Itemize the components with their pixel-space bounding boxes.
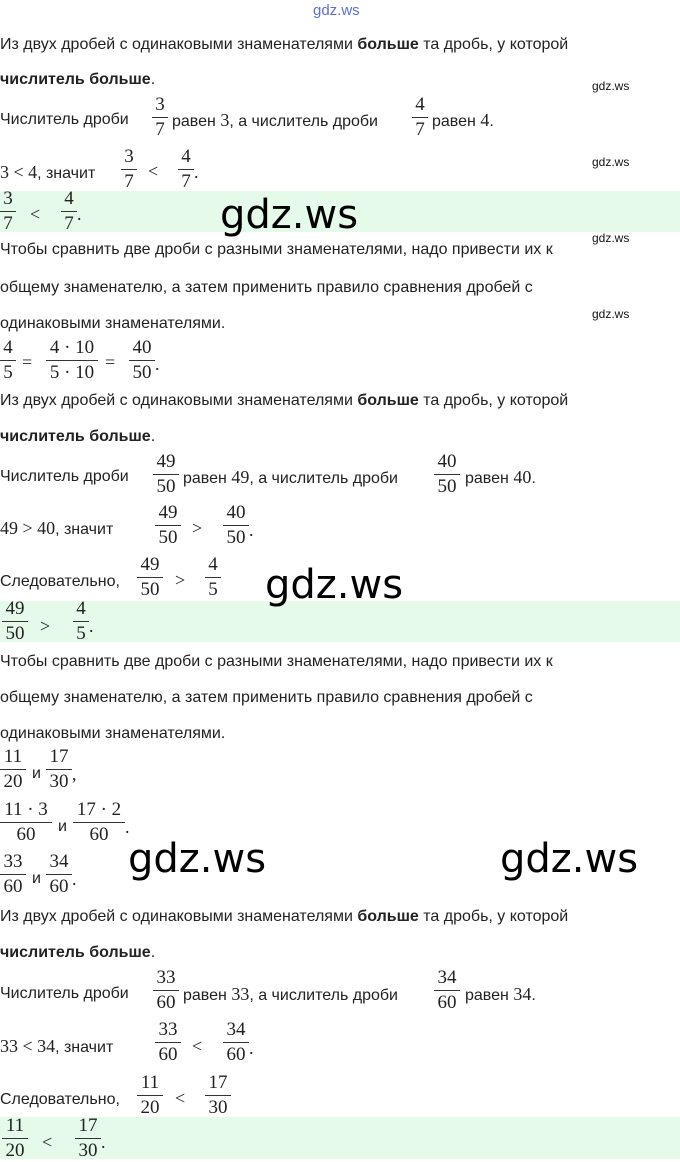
fraction-49-50-b: 49 50 xyxy=(155,502,181,549)
greater-sign-1: > xyxy=(192,518,203,538)
fraction-34-60: 34 60 xyxy=(46,851,72,898)
answer-less-sign-1: < xyxy=(30,204,41,224)
numerator-sentence-3b: равен 33, а числитель дроби xyxy=(183,984,398,1004)
diff-line-3: одинаковыми знаменателями. xyxy=(0,315,226,332)
rule-line-6: числитель больше. xyxy=(0,944,156,961)
fraction-17-30-b: 17 30 xyxy=(205,1072,231,1119)
answer-fraction-4-7: 4 7 xyxy=(61,188,77,235)
rule-line-5: Из двух дробей с одинаковыми знаменателями больше та дробь, у которой xyxy=(0,908,569,925)
period-2: . xyxy=(155,354,160,374)
rule-line-1: Из двух дробей с одинаковыми знаменателями больше та дробь, у которой xyxy=(0,36,569,53)
watermark-big-3: gdz.ws xyxy=(128,836,267,882)
watermark-small-2: gdz.ws xyxy=(592,155,630,169)
fraction-4-7-b: 4 7 xyxy=(178,146,194,193)
diff-line-2: общему знаменателю, а затем применить правило сравнения дробей с xyxy=(0,279,533,296)
period-6: . xyxy=(249,1038,254,1058)
watermark-big-1: gdz.ws xyxy=(220,192,359,238)
answer-fraction-11-20: 11 20 xyxy=(2,1115,28,1162)
fraction-40-50-b: 40 50 xyxy=(434,451,460,498)
fraction-49-50: 49 50 xyxy=(153,451,179,498)
period-3: . xyxy=(249,520,254,540)
greater-sign-2: > xyxy=(175,570,186,590)
fraction-33-60: 33 60 xyxy=(0,851,26,898)
rule-line-2: числитель больше. xyxy=(0,71,156,88)
watermark-big-4: gdz.ws xyxy=(500,836,639,882)
equals-2: = xyxy=(105,352,116,372)
fraction-17-30: 17 30 xyxy=(46,746,72,793)
numerator-sentence-2c: равен 40. xyxy=(465,467,536,487)
numerator-sentence-3: Числитель дроби xyxy=(0,985,129,1002)
diff-line-4: Чтобы сравнить две дроби с разными знаменателями, надо привести их к xyxy=(0,653,553,670)
and-1: и xyxy=(32,765,41,782)
fraction-11-20-b: 11 20 xyxy=(137,1072,163,1119)
equals-1: = xyxy=(22,352,33,372)
numerator-sentence-1c: равен 4. xyxy=(432,110,494,130)
answer-period-2: . xyxy=(89,616,94,636)
fraction-4-5-b: 4 5 xyxy=(205,554,221,601)
fraction-3-7: 3 7 xyxy=(152,94,168,141)
period-1: . xyxy=(194,162,199,182)
period-4: . xyxy=(125,817,130,837)
fraction-34-60-c: 34 60 xyxy=(223,1019,249,1066)
therefore-line-1: Следовательно, xyxy=(0,573,120,590)
fraction-33-60-c: 33 60 xyxy=(155,1019,181,1066)
diff-line-6: одинаковыми знаменателями. xyxy=(0,725,226,742)
answer-period-1: . xyxy=(77,204,82,224)
compare-line-3: 33 < 34, значит xyxy=(0,1036,114,1056)
answer-period-3: . xyxy=(101,1132,106,1152)
fraction-3-7-b: 3 7 xyxy=(121,146,137,193)
numerator-sentence-1b: равен 3, а числитель дроби xyxy=(172,110,378,130)
watermark-small-4: gdz.ws xyxy=(592,307,630,321)
fraction-4-7: 4 7 xyxy=(412,94,428,141)
fraction-33-60-b: 33 60 xyxy=(153,967,179,1014)
therefore-line-2: Следовательно, xyxy=(0,1091,120,1108)
fraction-49-50-c: 49 50 xyxy=(137,554,163,601)
numerator-sentence-2: Числитель дроби xyxy=(0,468,129,485)
less-sign-1: < xyxy=(148,161,159,181)
fraction-4-5: 4 5 xyxy=(0,337,16,384)
fraction-17x2-60: 17 · 2 60 xyxy=(73,799,125,846)
fraction-34-60-b: 34 60 xyxy=(434,967,460,1014)
answer-fraction-49-50: 49 50 xyxy=(2,598,28,645)
answer-fraction-4-5: 4 5 xyxy=(73,598,89,645)
watermark-big-2: gdz.ws xyxy=(265,562,404,608)
less-sign-3: < xyxy=(175,1088,186,1108)
and-3: и xyxy=(32,870,41,887)
less-sign-2: < xyxy=(192,1036,203,1056)
period-5: . xyxy=(72,869,77,889)
rule-line-3: Из двух дробей с одинаковыми знаменателями больше та дробь, у которой xyxy=(0,392,569,409)
fraction-40-50: 40 50 xyxy=(129,337,155,384)
and-2: и xyxy=(58,818,67,835)
numerator-sentence-2b: равен 49, а числитель дроби xyxy=(183,467,398,487)
numerator-sentence-1: Числитель дроби xyxy=(0,111,129,128)
rule-line-4: числитель больше. xyxy=(0,428,156,445)
answer-fraction-3-7: 3 7 xyxy=(0,188,16,235)
fraction-4x10-5x10: 4 · 10 5 · 10 xyxy=(46,337,98,384)
answer-fraction-17-30: 17 30 xyxy=(75,1115,101,1162)
fraction-11x3-60: 11 · 3 60 xyxy=(0,799,52,846)
compare-line-1: 3 < 4, значит xyxy=(0,162,96,182)
numerator-sentence-3c: равен 34. xyxy=(465,984,536,1004)
answer-less-sign-3: < xyxy=(42,1132,53,1152)
answer-greater-sign: > xyxy=(40,616,51,636)
fraction-11-20: 11 20 xyxy=(0,746,26,793)
diff-line-1: Чтобы сравнить две дроби с разными знаменателями, надо привести их к xyxy=(0,241,553,258)
comma-1: , xyxy=(72,764,77,784)
watermark-small-1: gdz.ws xyxy=(592,79,630,93)
compare-line-2: 49 > 40, значит xyxy=(0,518,114,538)
diff-line-5: общему знаменателю, а затем применить правило сравнения дробей с xyxy=(0,689,533,706)
watermark-top: gdz.ws xyxy=(313,2,360,19)
watermark-small-3: gdz.ws xyxy=(592,231,630,245)
fraction-40-50-c: 40 50 xyxy=(223,502,249,549)
